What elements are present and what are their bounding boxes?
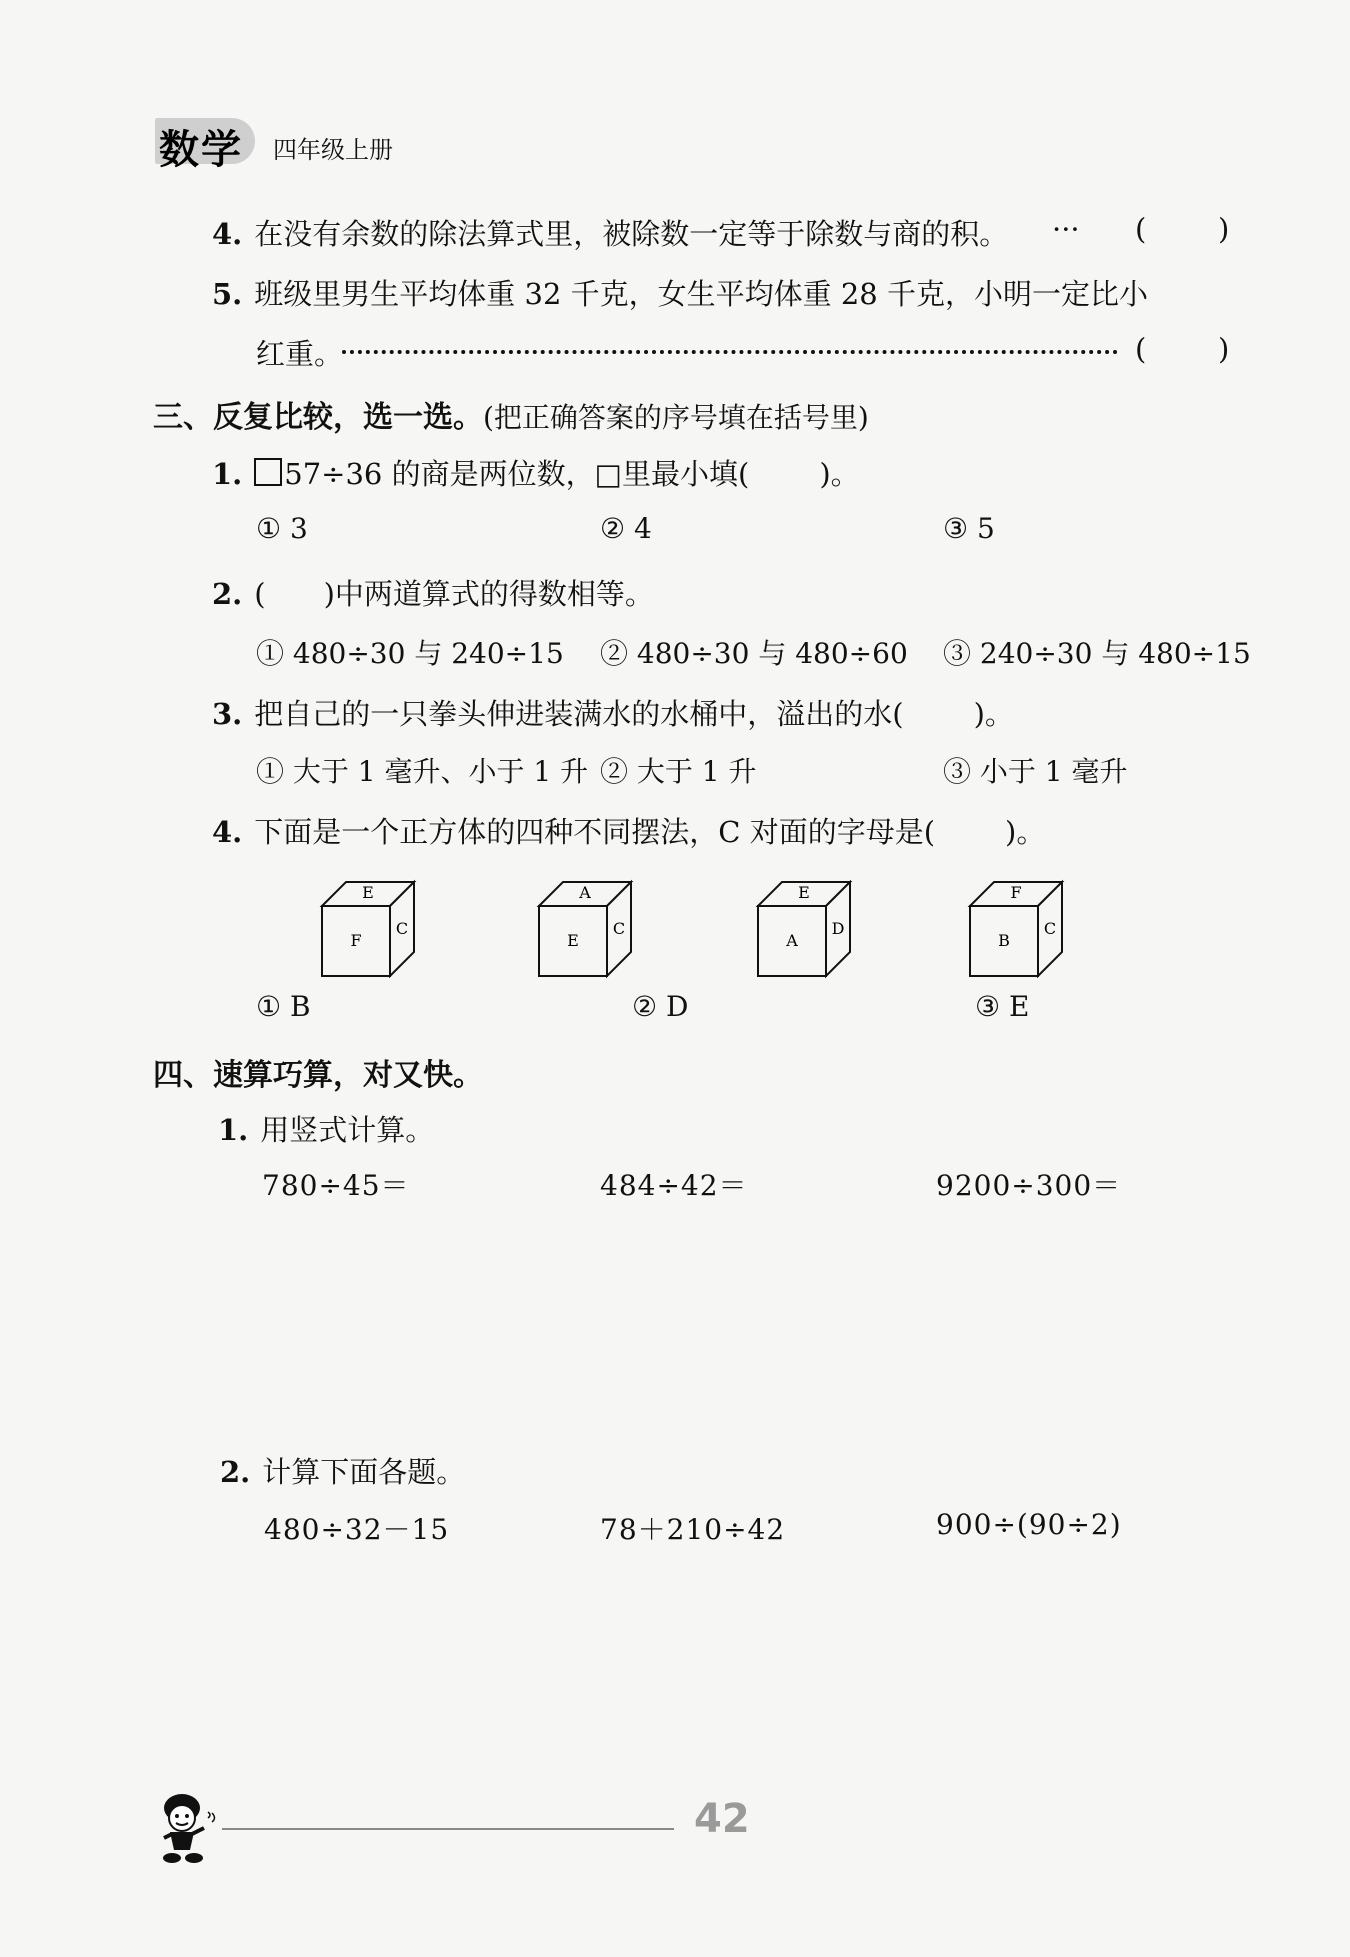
option-2[interactable]: ② 480÷30 与 480÷60 — [600, 637, 908, 670]
cube-side-letter: D — [831, 919, 845, 938]
leader-dots: ··· — [1052, 212, 1080, 246]
expression-2: 78＋210÷42 — [600, 1513, 786, 1546]
expression-1: 480÷32－15 — [264, 1513, 450, 1546]
option-2[interactable]: ② D — [632, 990, 689, 1023]
question-number: 1. — [218, 1113, 249, 1147]
cube-figure-4 — [968, 878, 1078, 988]
question-number: 2. — [212, 577, 243, 611]
option-1[interactable]: ① 大于 1 毫升、小于 1 升 — [256, 755, 589, 788]
question-text: 计算下面各题。 — [262, 1455, 466, 1489]
option-1[interactable]: ① 3 — [256, 512, 308, 545]
option-2[interactable]: ② 大于 1 升 — [600, 755, 757, 788]
cube-top-letter: F — [1010, 883, 1022, 902]
option-1[interactable]: ① 480÷30 与 240÷15 — [256, 637, 564, 670]
answer-paren-close: ) — [1218, 212, 1230, 246]
question-text: 下面是一个正方体的四种不同摆法，C 对面的字母是( — [254, 815, 936, 849]
answer-paren-close: ) — [1218, 332, 1230, 366]
grade-label: 四年级上册 — [273, 136, 393, 164]
choice-question-4 — [212, 810, 1045, 851]
option-1[interactable]: ① B — [256, 990, 311, 1023]
question-number: 1. — [212, 457, 243, 491]
choice-question-2 — [212, 572, 654, 613]
question-number: 5. — [212, 277, 243, 311]
cube-figure-2 — [537, 878, 647, 988]
calc-question-2 — [220, 1450, 465, 1491]
answer-paren-open: ( — [1135, 212, 1147, 246]
leader-dots — [342, 350, 1118, 354]
footer-rule — [222, 1828, 674, 1830]
expression-2: 484÷42＝ — [600, 1169, 748, 1202]
option-3[interactable]: ③ E — [975, 990, 1030, 1023]
cube-figure-3 — [756, 878, 866, 988]
page-number: 42 — [694, 1796, 750, 1842]
cube-front-letter: B — [998, 931, 1010, 950]
question-text-line2: 红重。 — [256, 337, 344, 371]
subject-title: 数学 — [159, 127, 243, 173]
cube-front-letter: E — [567, 931, 579, 950]
question-number: 4. — [212, 815, 243, 849]
option-3[interactable]: ③ 小于 1 毫升 — [943, 755, 1128, 788]
cube-top-letter: E — [362, 883, 374, 902]
section-4-heading: 四、速算巧算，对又快。 — [153, 1058, 483, 1093]
question-number: 2. — [220, 1455, 251, 1489]
section-3-heading — [153, 392, 869, 436]
judge-question-5 — [212, 272, 1148, 313]
answer-paren-open: ( — [1135, 332, 1147, 366]
question-text-start: ( — [254, 577, 266, 611]
cube-front-letter: A — [786, 931, 798, 950]
question-text: 在没有余数的除法算式里，被除数一定等于除数与商的积。 — [254, 217, 1009, 251]
question-text: 57÷36 的商是两位数，□里最小填( — [284, 457, 750, 491]
mascot-icon — [150, 1788, 222, 1868]
blank-box — [254, 458, 282, 486]
calc-question-1 — [218, 1108, 434, 1149]
question-number: 4. — [212, 217, 243, 251]
expression-1: 780÷45＝ — [262, 1169, 410, 1202]
question-text-end: )。 — [819, 457, 860, 491]
cube-figure-1 — [320, 878, 430, 988]
question-number: 3. — [212, 697, 243, 731]
question-text-end: )。 — [1005, 815, 1046, 849]
section-title: 三、反复比较，选一选。 — [153, 400, 483, 435]
expression-3: 900÷(90÷2) — [936, 1508, 1122, 1541]
cube-top-letter: A — [579, 883, 591, 902]
option-3[interactable]: ③ 240÷30 与 480÷15 — [943, 637, 1251, 670]
option-3[interactable]: ③ 5 — [943, 512, 995, 545]
choice-question-1 — [212, 452, 860, 493]
cube-side-letter: C — [395, 919, 409, 938]
option-2[interactable]: ② 4 — [600, 512, 652, 545]
cube-front-letter: F — [350, 931, 362, 950]
cube-side-letter: C — [612, 919, 626, 938]
choice-question-3 — [212, 692, 1014, 733]
question-text: 用竖式计算。 — [260, 1113, 435, 1147]
question-text-end: )。 — [973, 697, 1014, 731]
cube-top-letter: E — [798, 883, 810, 902]
question-text: )中两道算式的得数相等。 — [323, 577, 654, 611]
question-text: 把自己的一只拳头伸进装满水的水桶中，溢出的水( — [254, 697, 904, 731]
expression-3: 9200÷300＝ — [936, 1169, 1122, 1202]
section-note: (把正确答案的序号填在括号里) — [483, 401, 869, 434]
judge-question-4 — [212, 212, 1008, 253]
cube-side-letter: C — [1043, 919, 1057, 938]
question-text: 班级里男生平均体重 32 千克，女生平均体重 28 千克，小明一定比小 — [254, 277, 1148, 311]
